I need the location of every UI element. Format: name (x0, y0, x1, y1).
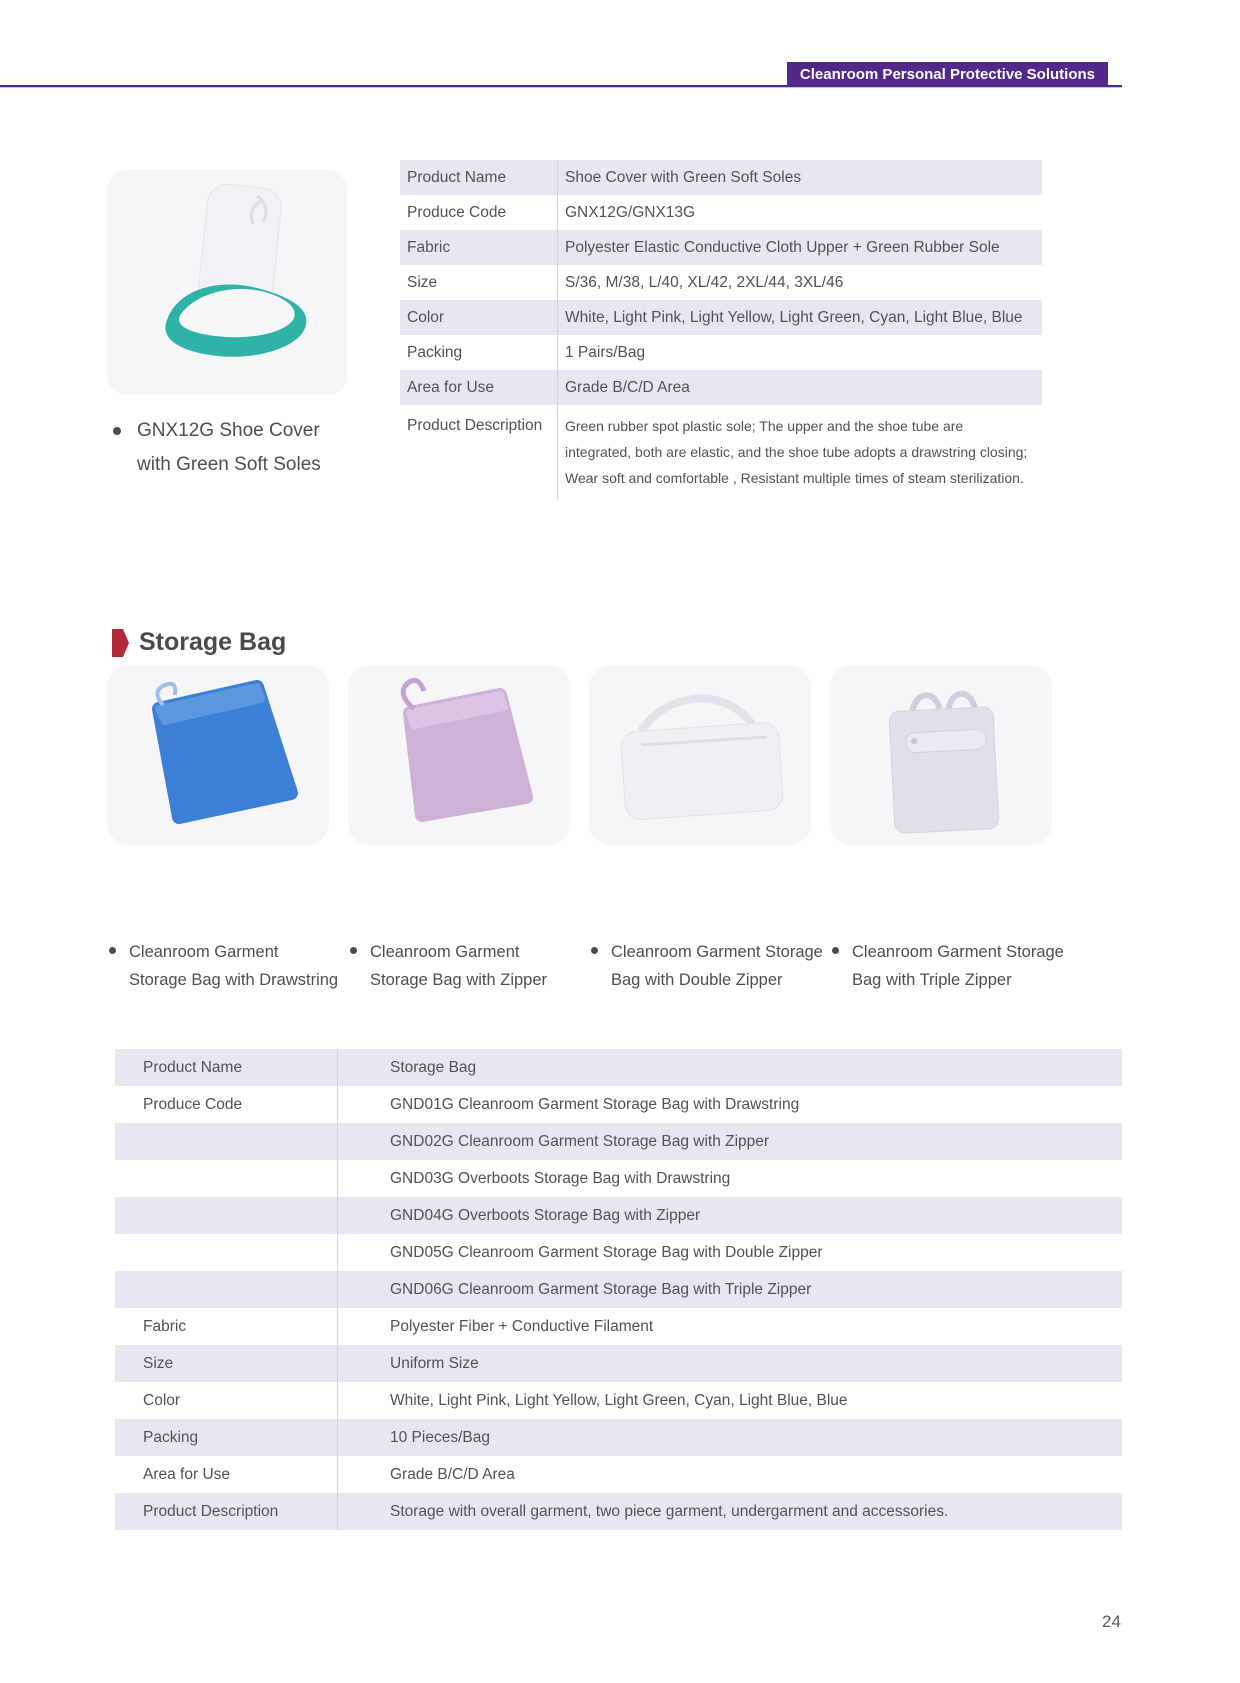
triple-zipper-bag-photo-card (830, 665, 1052, 845)
row-label: Color (143, 1391, 181, 1409)
table-row (115, 1308, 1122, 1345)
product-caption-text (852, 938, 1064, 994)
row-value: Grade B/C/D Area (390, 1465, 515, 1483)
column-divider (337, 1049, 338, 1530)
bullet-icon (832, 947, 839, 954)
table-row (115, 1345, 1122, 1382)
row-value: Green rubber spot plastic sole; The upper and the shoe tube are integrated, both are elastic, and the shoe tube adopts a drawstring closing; Wear soft and comfortable , Resistant multiple times of steam sterilization. (565, 418, 1028, 486)
table-row (115, 1197, 1122, 1234)
row-label: Area for Use (407, 378, 495, 396)
storage-bag-captions (107, 938, 1064, 994)
table-row (115, 1086, 1122, 1123)
caption-line2: Storage Bag with Drawstring (129, 971, 339, 989)
zipper-bag-image (348, 665, 570, 845)
storage-spec-table (115, 1049, 1122, 1530)
triple-zipper-bag-image (830, 665, 1052, 845)
column-divider (557, 160, 558, 500)
shoe-cover-photo-card (107, 170, 347, 395)
page-number: 24 (1102, 1612, 1121, 1631)
row-label: Fabric (143, 1317, 187, 1335)
double-zipper-bag-image (589, 665, 811, 845)
table-row (115, 1419, 1122, 1456)
product-caption (107, 938, 339, 994)
shoe-cover-image (107, 170, 347, 395)
table-row (400, 265, 1042, 300)
row-label: Area for Use (143, 1465, 231, 1483)
bullet-icon (109, 947, 116, 954)
row-value: Polyester Fiber + Conductive Filament (390, 1317, 654, 1335)
caption-line2: Storage Bag with Zipper (370, 971, 548, 989)
row-value: S/36, M/38, L/40, XL/42, 2XL/44, 3XL/46 (565, 273, 844, 291)
row-value: 1 Pairs/Bag (565, 343, 646, 361)
caption-line1: Cleanroom Garment (370, 943, 520, 961)
section-flag-icon (112, 629, 129, 657)
row-value: GND02G Cleanroom Garment Storage Bag with Zipper (390, 1132, 770, 1150)
row-value: Shoe Cover with Green Soft Soles (565, 168, 802, 186)
row-label: Size (143, 1354, 174, 1372)
table-row (115, 1382, 1122, 1419)
product-caption-text (611, 938, 823, 994)
section-title: Storage Bag (139, 628, 287, 656)
table-row (400, 405, 1042, 500)
row-label: Produce Code (143, 1095, 243, 1113)
table-row (115, 1234, 1122, 1271)
table-row (115, 1271, 1122, 1308)
caption-line2: Bag with Triple Zipper (852, 971, 1012, 989)
table-row (115, 1493, 1122, 1530)
table-row (115, 1456, 1122, 1493)
row-label: Size (407, 273, 438, 291)
table-row (400, 160, 1042, 195)
drawstring-bag-photo-card (107, 665, 329, 845)
product-caption-text (370, 938, 570, 994)
row-value: Storage Bag (390, 1058, 477, 1076)
row-value: Grade B/C/D Area (565, 378, 690, 396)
header-rule-shadow (0, 87, 1122, 88)
row-label: Product Name (407, 168, 507, 186)
product-caption (830, 938, 1064, 994)
row-value: Storage with overall garment, two piece garment, undergarment and accessories. (390, 1502, 949, 1520)
storage-bag-heading (112, 628, 286, 657)
row-value: White, Light Pink, Light Yellow, Light Green, Cyan, Light Blue, Blue (565, 308, 1023, 326)
shoe-caption-text (137, 414, 363, 482)
drawstring-bag-image (107, 665, 329, 845)
caption-line1: Cleanroom Garment Storage (852, 943, 1064, 961)
row-label: Product Name (143, 1058, 243, 1076)
row-value: Polyester Elastic Conductive Cloth Upper + Green Rubber Sole (565, 238, 1000, 256)
header-badge: Cleanroom Personal Protective Solutions (787, 62, 1108, 87)
table-row (115, 1049, 1122, 1086)
shoe-caption (113, 414, 363, 482)
table-row (400, 230, 1042, 265)
row-label: Packing (143, 1428, 199, 1446)
double-zipper-bag-photo-card (589, 665, 811, 845)
caption-line1: Cleanroom Garment Storage (611, 943, 823, 961)
row-value: GND05G Cleanroom Garment Storage Bag with Double Zipper (390, 1243, 823, 1261)
zipper-bag-photo-card (348, 665, 570, 845)
bullet-icon (350, 947, 357, 954)
caption-line1: Cleanroom Garment (129, 943, 279, 961)
row-value: GNX12G/GNX13G (565, 203, 696, 221)
row-value: GND01G Cleanroom Garment Storage Bag with Drawstring (390, 1095, 800, 1113)
table-row (115, 1160, 1122, 1197)
shoe-caption-line1: GNX12G Shoe Cover (137, 420, 320, 441)
product-caption (348, 938, 570, 994)
bullet-icon (113, 427, 121, 435)
storage-bag-photos (107, 665, 1052, 845)
shoe-spec-table (400, 160, 1042, 500)
row-value: 10 Pieces/Bag (390, 1428, 490, 1446)
row-label: Product Description (407, 417, 543, 434)
table-row (400, 370, 1042, 405)
row-value: White, Light Pink, Light Yellow, Light Green, Cyan, Light Blue, Blue (390, 1391, 848, 1409)
row-label: Fabric (407, 238, 451, 256)
product-caption-text (129, 938, 339, 994)
table-row (115, 1123, 1122, 1160)
shoe-caption-line2: with Green Soft Soles (137, 454, 321, 475)
row-label: Produce Code (407, 203, 507, 221)
row-value: GND06G Cleanroom Garment Storage Bag with Triple Zipper (390, 1280, 812, 1298)
row-value: GND04G Overboots Storage Bag with Zipper (390, 1206, 701, 1224)
row-label: Color (407, 308, 445, 326)
product-caption (589, 938, 823, 994)
table-row (400, 300, 1042, 335)
row-value: Uniform Size (390, 1354, 479, 1372)
table-row (400, 335, 1042, 370)
bullet-icon (591, 947, 598, 954)
row-label: Packing (407, 343, 463, 361)
table-row (400, 195, 1042, 230)
caption-line2: Bag with Double Zipper (611, 971, 783, 989)
row-value: GND03G Overboots Storage Bag with Drawstring (390, 1169, 731, 1187)
row-label: Product Description (143, 1502, 279, 1520)
